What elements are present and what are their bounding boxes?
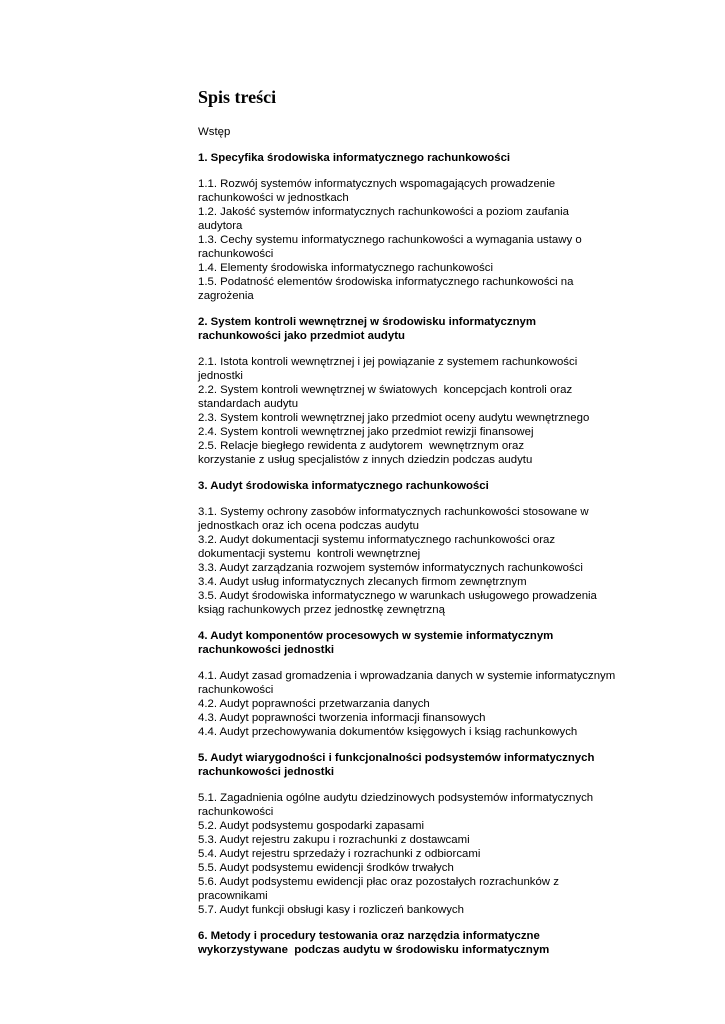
chapter-items (198, 355, 628, 467)
chapter-heading-line: rachunkowości jako przedmiot audytu (198, 330, 405, 342)
toc-item-line: 1.3. Cechy systemu informatycznego rachunkowości a wymagania ustawy o (198, 234, 582, 246)
toc-item-line: 5.4. Audyt rejestru sprzedaży i rozrachunki z odbiorcami (198, 848, 481, 860)
toc-chapter (198, 315, 628, 467)
chapter-items (198, 669, 628, 739)
toc-item-line: 1.5. Podatność elementów środowiska informatycznego rachunkowości na (198, 276, 574, 288)
chapter-heading-line: 4. Audyt komponentów procesowych w systemie informatycznym (198, 630, 554, 642)
toc-item-line: 5.3. Audyt rejestru zakupu i rozrachunki z dostawcami (198, 834, 470, 846)
toc-item-line: 3.4. Audyt usług informatycznych zlecanych firmom zewnętrznym (198, 576, 527, 588)
chapter-heading-line: 1. Specyfika środowiska informatycznego rachunkowości (198, 152, 511, 164)
toc-item-line: audytora (198, 220, 243, 232)
toc-item-line: 2.5. Relacje biegłego rewidenta z audytorem wewnętrznym oraz (198, 440, 525, 452)
toc-chapter (198, 929, 628, 957)
chapter-heading (198, 479, 628, 493)
toc-item-line: 5.2. Audyt podsystemu gospodarki zapasami (198, 820, 425, 832)
table-of-contents (198, 151, 628, 957)
document-page (198, 86, 628, 969)
toc-item-line: korzystanie z usług specjalistów z innych dziedzin podczas audytu (198, 454, 533, 466)
chapter-heading (198, 751, 628, 779)
toc-item-line: rachunkowości (198, 684, 274, 696)
chapter-heading-line: 2. System kontroli wewnętrznej w środowisku informatycznym (198, 316, 537, 328)
chapter-heading-line: wykorzystywane podczas audytu w środowisku informatycznym (198, 944, 550, 956)
chapter-items (198, 505, 628, 617)
toc-item-line: 4.3. Audyt poprawności tworzenia informacji finansowych (198, 712, 486, 724)
toc-item-line: 3.3. Audyt zarządzania rozwojem systemów informatycznych rachunkowości (198, 562, 583, 574)
toc-item-line: rachunkowości w jednostkach (198, 192, 349, 204)
toc-item-line: 5.7. Audyt funkcji obsługi kasy i rozliczeń bankowych (198, 904, 464, 916)
chapter-heading (198, 629, 628, 657)
chapter-heading (198, 315, 628, 343)
toc-item-line: 2.4. System kontroli wewnętrznej jako przedmiot rewizji finansowej (198, 426, 534, 438)
toc-item-line: ksiąg rachunkowych przez jednostkę zewnętrzną (198, 604, 445, 616)
toc-chapter (198, 479, 628, 617)
chapter-heading (198, 151, 628, 165)
page-title: Spis treści (198, 87, 277, 107)
toc-item-line: 4.2. Audyt poprawności przetwarzania danych (198, 698, 430, 710)
toc-item-line: zagrożenia (198, 290, 254, 302)
toc-item-line: pracownikami (198, 890, 268, 902)
chapter-heading-line: 6. Metody i procedury testowania oraz narzędzia informatyczne (198, 930, 540, 942)
toc-chapter (198, 629, 628, 739)
chapter-heading-line: rachunkowości jednostki (198, 766, 335, 778)
toc-item-line: 2.2. System kontroli wewnętrznej w światowych koncepcjach kontroli oraz (198, 384, 573, 396)
toc-item-line: 2.3. System kontroli wewnętrznej jako przedmiot oceny audytu wewnętrznego (198, 412, 590, 424)
toc-item-line: 3.1. Systemy ochrony zasobów informatycznych rachunkowości stosowane w (198, 506, 589, 518)
intro-entry: Wstęp (198, 126, 231, 138)
toc-item-line: 2.1. Istota kontroli wewnętrznej i jej powiązanie z systemem rachunkowości (198, 356, 578, 368)
toc-item-line: standardach audytu (198, 398, 299, 410)
chapter-items (198, 177, 628, 303)
toc-chapter (198, 151, 628, 303)
toc-item-line: 4.1. Audyt zasad gromadzenia i wprowadzania danych w systemie informatycznym (198, 670, 616, 682)
toc-item-line: jednostki (198, 370, 243, 382)
toc-item-line: 1.4. Elementy środowiska informatycznego rachunkowości (198, 262, 494, 274)
toc-item-line: 3.2. Audyt dokumentacji systemu informatycznego rachunkowości oraz (198, 534, 556, 546)
toc-item-line: 3.5. Audyt środowiska informatycznego w warunkach usługowego prowadzenia (198, 590, 597, 602)
toc-item-line: 5.1. Zagadnienia ogólne audytu dziedzinowych podsystemów informatycznych (198, 792, 594, 804)
chapter-heading-line: 5. Audyt wiarygodności i funkcjonalności podsystemów informatycznych (198, 752, 595, 764)
toc-item-line: 1.2. Jakość systemów informatycznych rachunkowości a poziom zaufania (198, 206, 569, 218)
toc-item-line: 5.6. Audyt podsystemu ewidencji płac oraz pozostałych rozrachunków z (198, 876, 559, 888)
toc-item-line: 4.4. Audyt przechowywania dokumentów księgowych i ksiąg rachunkowych (198, 726, 578, 738)
toc-item-line: rachunkowości (198, 248, 274, 260)
toc-item-line: dokumentacji systemu kontroli wewnętrznej (198, 548, 421, 560)
toc-item-line: jednostkach oraz ich ocena podczas audytu (198, 520, 419, 532)
toc-item-line: 5.5. Audyt podsystemu ewidencji środków trwałych (198, 862, 454, 874)
chapter-heading-line: rachunkowości jednostki (198, 644, 335, 656)
chapter-items (198, 791, 628, 917)
chapter-heading (198, 929, 628, 957)
chapter-heading-line: 3. Audyt środowiska informatycznego rachunkowości (198, 480, 489, 492)
toc-chapter (198, 751, 628, 917)
toc-item-line: 1.1. Rozwój systemów informatycznych wspomagających prowadzenie (198, 178, 556, 190)
toc-item-line: rachunkowości (198, 806, 274, 818)
